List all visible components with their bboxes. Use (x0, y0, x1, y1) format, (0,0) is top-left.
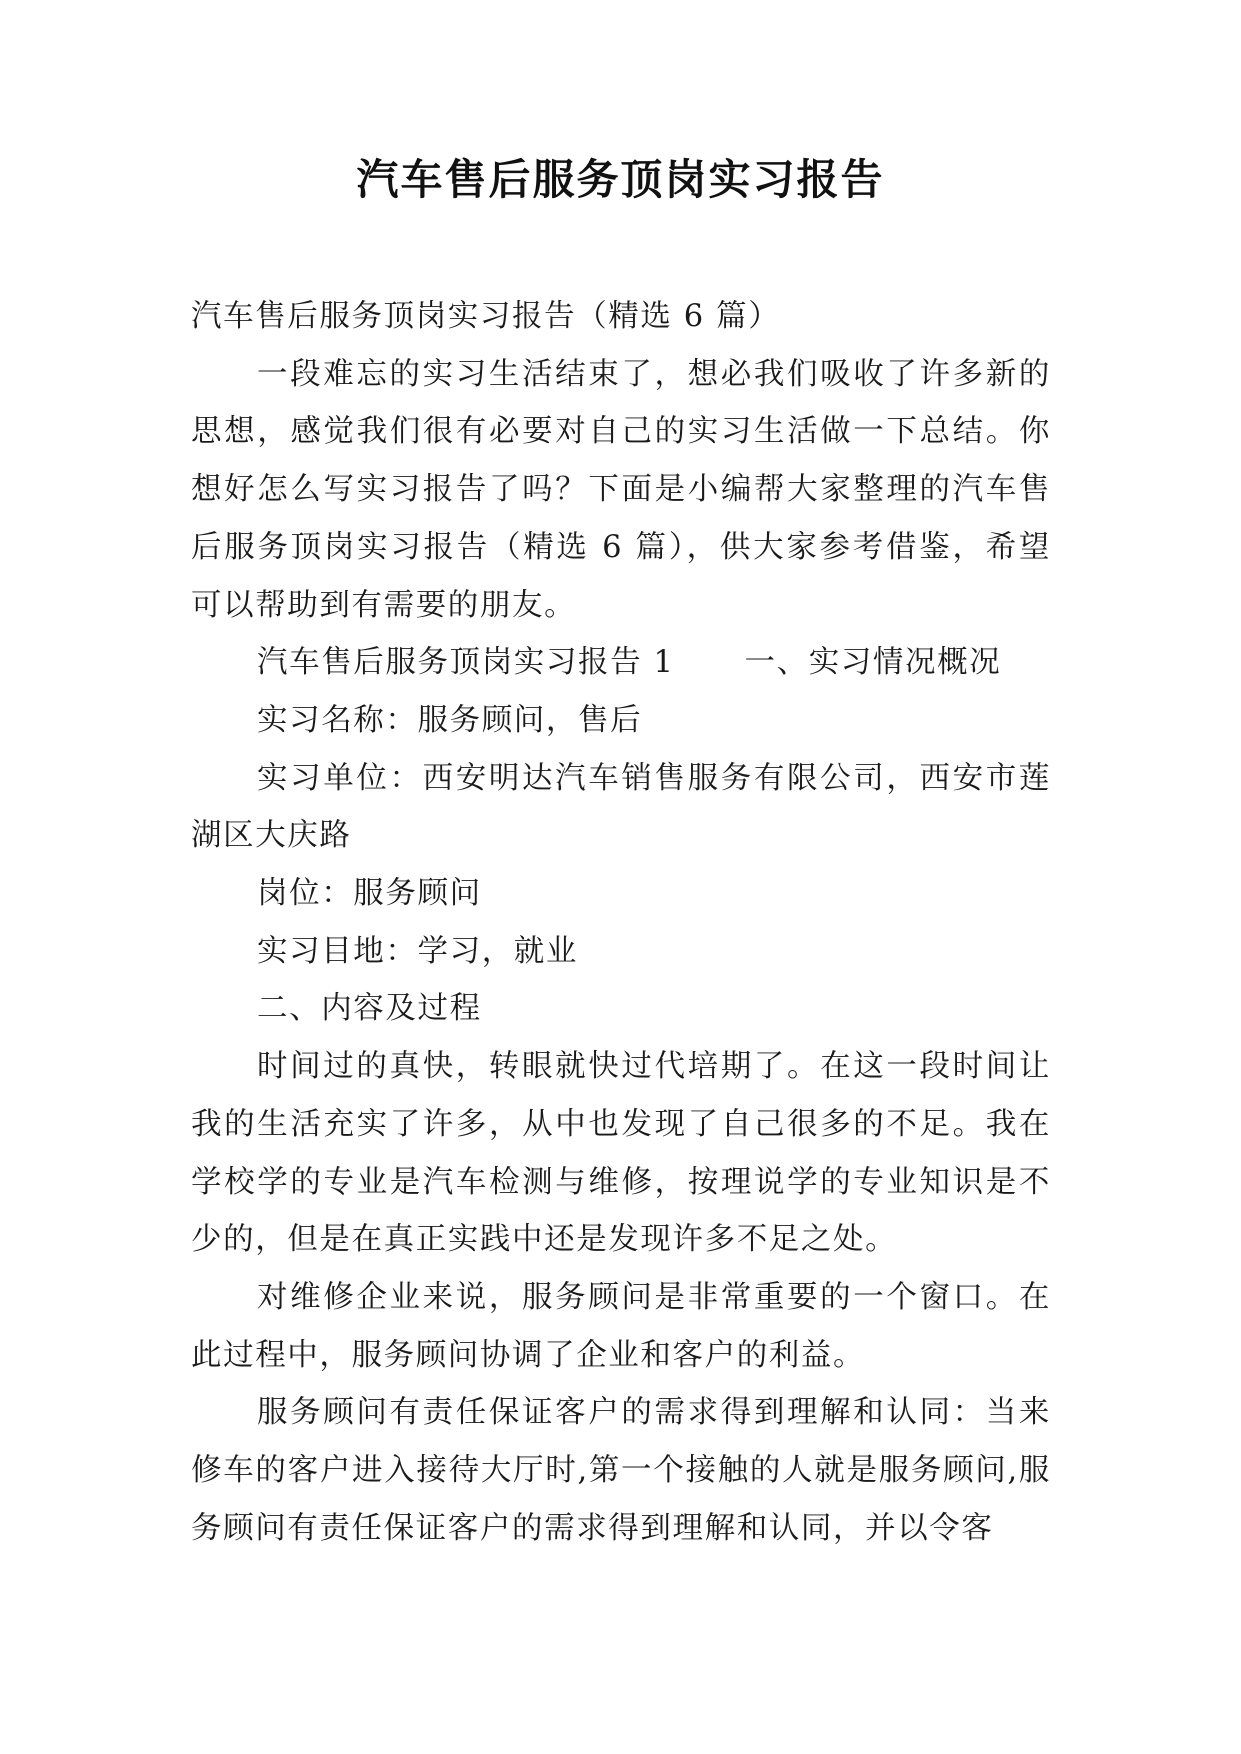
process-paragraph-2: 对维修企业来说，服务顾问是非常重要的一个窗口。在此过程中，服务顾问协调了企业和客户的利益。 (191, 1279, 1051, 1373)
internship-unit: 实习单位：西安明达汽车销售服务有限公司，西安市莲湖区大庆路 (191, 760, 1051, 854)
section-1-heading: 一、实习情况概况 (744, 645, 1002, 681)
position: 岗位：服务顾问 (257, 876, 482, 912)
document-title: 汽车售后服务顶岗实习报告 (356, 155, 885, 204)
report-heading: 汽车售后服务顶岗实习报告 1 (257, 645, 675, 681)
document-subtitle: 汽车售后服务顶岗实习报告（精选 6 篇） (191, 299, 781, 334)
internship-purpose: 实习目地：学习，就业 (257, 933, 578, 969)
internship-name: 实习名称：服务顾问，售后 (257, 702, 643, 738)
process-paragraph-1: 时间过的真快，转眼就快过代培期了。在这一段时间让我的生活充实了许多，从中也发现了自己很多的不足。我在学校学的专业是汽车检测与维修，按理说学的专业知识是不少的，但是在真正实践中还是发现许多不足之处。 (191, 1049, 1051, 1258)
intro-paragraph: 一段难忘的实习生活结束了，想必我们吸收了许多新的思想，感觉我们很有必要对自己的实习生活做一下总结。你想好怎么写实习报告了吗？下面是小编帮大家整理的汽车售后服务顶岗实习报告（精选 6 篇），供大家参考借鉴，希望可以帮助到有需要的朋友。 (191, 356, 1051, 623)
process-paragraph-3: 服务顾问有责任保证客户的需求得到理解和认同：当来修车的客户进入接待大厅时,第一个接触的人就是服务顾问,服务顾问有责任保证客户的需求得到理解和认同，并以令客 (191, 1395, 1051, 1546)
section-2-heading: 二、内容及过程 (257, 991, 482, 1027)
document-body (191, 288, 1051, 1557)
report-heading-line (191, 634, 1051, 692)
